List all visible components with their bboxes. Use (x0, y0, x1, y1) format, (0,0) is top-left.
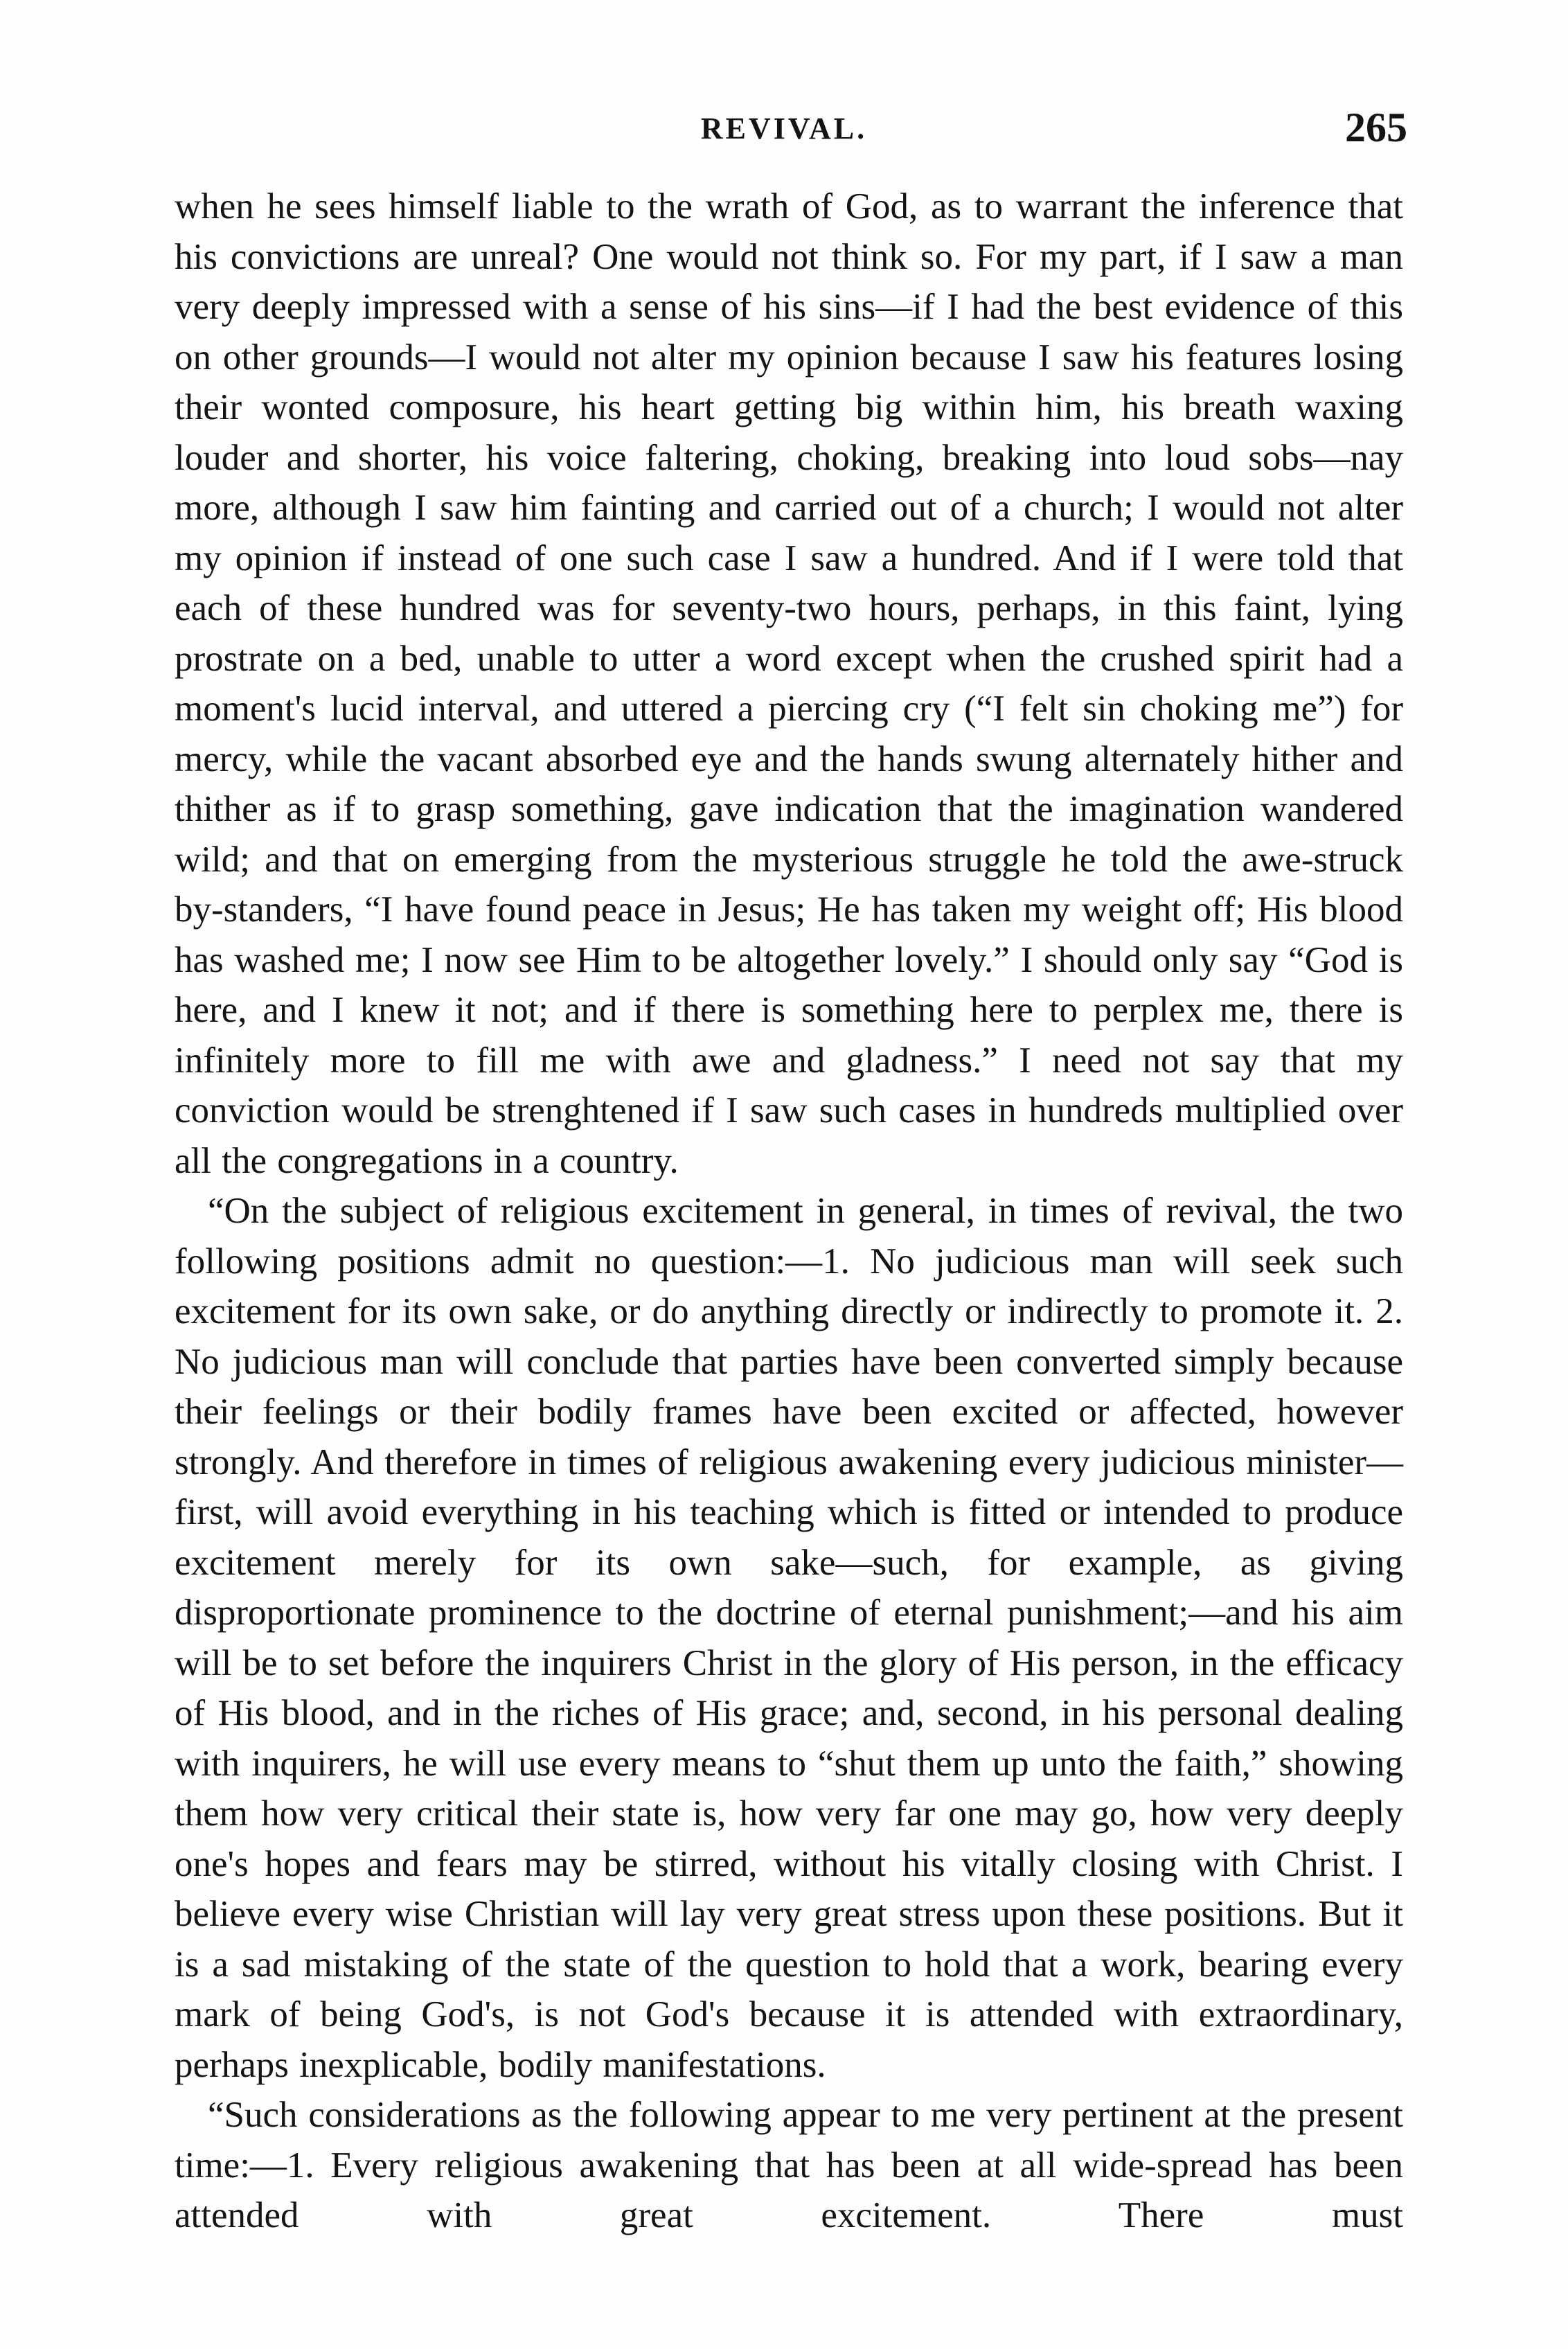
paragraph-1: when he sees himself liable to the wrath of God, as to warrant the inference that his convictions are unreal? One would not think so. For my part, if I saw a man very deeply impressed with a sense of his sins—if I had the best evidence of this on other grounds—I would not alter my opinion because I saw his features losing their wonted composure, his heart getting big within him, his breath waxing louder and shorter, his voice faltering, choking, breaking into loud sobs—nay more, although I saw him fainting and carried out of a church; I would not alter my opinion if instead of one such case I saw a hundred. And if I were told that each of these hundred was for seventy-two hours, perhaps, in this faint, lying prostrate on a bed, unable to utter a word except when the crushed spirit had a moment's lucid interval, and uttered a piercing cry (“I felt sin choking me”) for mercy, while the vacant absorbed eye and the hands swung alternately hither and thither as if to grasp something, gave indication that the imagination wandered wild; and that on emerging from the mysterious struggle he told the awe-struck by-standers, “I have found peace in Jesus; He has taken my weight off; His blood has washed me; I now see Him to be altogether lovely.” I should only say “God is here, and I knew it not; and if there is something here to perplex me, there is infinitely more to fill me with awe and gladness.” I need not say that my conviction would be strenghtened if I saw such cases in hundreds multiplied over all the congregations in a country. (175, 186, 1403, 1181)
page-number: 265 (1345, 105, 1407, 150)
paragraph-3: “Such considerations as the following appear to me very pertinent at the present time:—1. Every religious awakening that has been at all wide-spread has been attended with great excitement. There must (175, 2095, 1403, 2235)
paragraph-2: “On the subject of religious excitement in general, in times of revival, the two following positions admit no question:—1. No judicious man will seek such excitement for its own sake, or do anything directly or indirectly to promote it. 2. No judicious man will conclude that parties have been converted simply because their feelings or their bodily frames have been excited or affected, however strongly. And therefore in times of religious awakening every judicious minister—first, will avoid everything in his teaching which is fitted or intended to produce excitement merely for its own sake—such, for example, as giving disproportionate prominence to the doctrine of eternal punishment;—and his aim will be to set before the inquirers Christ in the glory of His person, in the efficacy of His blood, and in the riches of His grace; and, second, in his personal dealing with inquirers, he will use every means to “shut them up unto the faith,” showing them how very critical their state is, how very far one may go, how very deeply one's hopes and fears may be stirred, without his vitally closing with Christ. I believe every wise Christian will lay very great stress upon these positions. But it is a sad mistaking of the state of the question to hold that a work, bearing every mark of being God's, is not God's because it is attended with extraordinary, perhaps inexplicable, bodily manifestations. (175, 1191, 1403, 2085)
running-head (0, 105, 1568, 166)
running-title: REVIVAL. (700, 112, 868, 145)
body-text (175, 181, 1403, 2241)
